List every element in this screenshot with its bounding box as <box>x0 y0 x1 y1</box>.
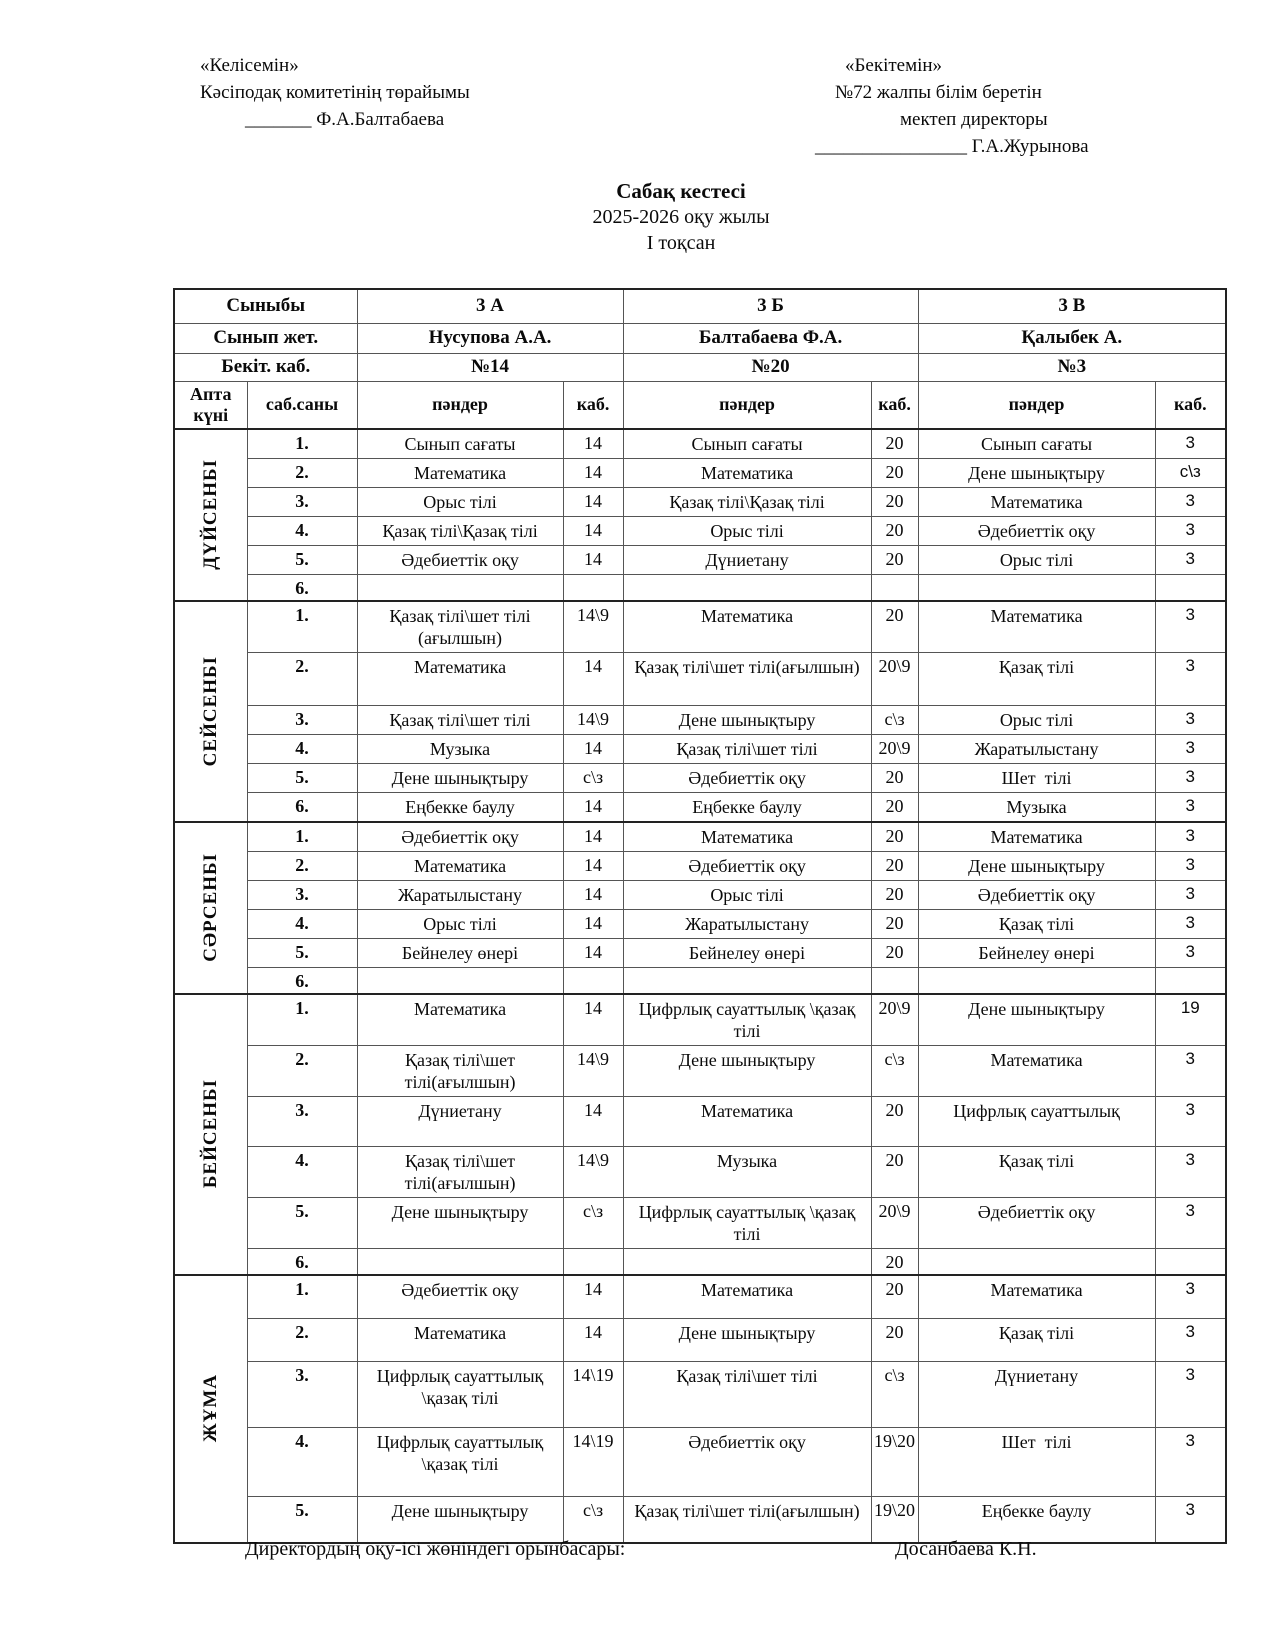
agreement-role: Кәсіподақ комитетінің төрайымы <box>200 82 470 103</box>
lesson-row <box>174 1362 1226 1428</box>
class-3v-value: 3 В <box>918 289 1226 323</box>
room-cell: 14 <box>563 545 623 574</box>
lesson-number: 5. <box>247 1197 357 1248</box>
lesson-row <box>174 938 1226 967</box>
room-cell: 20 <box>871 851 918 880</box>
room-cell: 3 <box>1155 1428 1226 1497</box>
class-3b-value: Балтабаева Ф.А. <box>623 323 918 353</box>
subject-cell: Музыка <box>623 1146 871 1197</box>
lesson-number: 1. <box>247 601 357 653</box>
room-cell: 14\19 <box>563 1428 623 1497</box>
subject-cell: Дене шынықтыру <box>623 705 871 734</box>
subject-cell: Жаратылыстану <box>623 909 871 938</box>
subject-cell: Дүниетану <box>357 1096 563 1146</box>
room-cell: 20 <box>871 429 918 459</box>
subject-cell: Бейнелеу өнері <box>918 938 1155 967</box>
lesson-row <box>174 1275 1226 1319</box>
agreement-block <box>200 52 470 133</box>
lesson-row <box>174 516 1226 545</box>
agreement-name: Ф.А.Балтабаева <box>316 109 445 130</box>
class-3b-value: 3 Б <box>623 289 918 323</box>
room-cell: 3 <box>1155 1045 1226 1096</box>
lesson-row <box>174 705 1226 734</box>
lesson-row <box>174 851 1226 880</box>
column-header-row <box>174 381 1226 429</box>
subject-cell: Цифрлық сауаттылық <box>918 1096 1155 1146</box>
subject-cell <box>623 967 871 994</box>
subject-cell: Жаратылыстану <box>918 734 1155 763</box>
room-cell: 3 <box>1155 1197 1226 1248</box>
room-cell: 20 <box>871 1248 918 1275</box>
subject-cell: Дене шынықтыру <box>623 1045 871 1096</box>
room-cell: 20 <box>871 516 918 545</box>
room-cell: 3 <box>1155 705 1226 734</box>
lesson-number: 3. <box>247 1096 357 1146</box>
school-year: 2025-2026 оқу жылы <box>592 206 770 228</box>
class-info-row <box>174 289 1226 323</box>
subject-cell: Бейнелеу өнері <box>357 938 563 967</box>
room-column-header: каб. <box>563 381 623 429</box>
lesson-number: 4. <box>247 734 357 763</box>
lesson-number: 6. <box>247 1248 357 1275</box>
room-cell: 20 <box>871 1096 918 1146</box>
approval-signature <box>815 133 1089 160</box>
subject-cell: Қазақ тілі\шет тілі <box>623 734 871 763</box>
room-cell: 14\9 <box>563 1146 623 1197</box>
room-cell: 3 <box>1155 652 1226 705</box>
day-name: СЕЙСЕНБІ <box>199 655 221 767</box>
subject-cell: Шет тілі <box>918 1428 1155 1497</box>
subject-cell: Сынып сағаты <box>918 429 1155 459</box>
room-cell <box>1155 967 1226 994</box>
room-cell: 19\20 <box>871 1497 918 1543</box>
agreement-signature <box>200 106 470 133</box>
subject-cell: Әдебиеттік оқу <box>918 516 1155 545</box>
signature-line: ________________ <box>815 136 967 157</box>
lesson-number: 5. <box>247 938 357 967</box>
lesson-number: 1. <box>247 994 357 1046</box>
approval-block <box>815 52 1089 160</box>
subject-cell: Математика <box>357 1319 563 1362</box>
room-cell: 20\9 <box>871 1197 918 1248</box>
room-cell: 3 <box>1155 601 1226 653</box>
agreement-title: «Келісемін» <box>200 55 299 76</box>
lesson-row <box>174 1248 1226 1275</box>
room-cell: 14\9 <box>563 1045 623 1096</box>
subject-cell: Дене шынықтыру <box>357 1497 563 1543</box>
lesson-row <box>174 734 1226 763</box>
subject-cell: Әдебиеттік оқу <box>623 1428 871 1497</box>
subject-cell: Әдебиеттік оқу <box>918 1197 1155 1248</box>
class-3a-value: Нусупова А.А. <box>357 323 623 353</box>
day-column-header: Апта күні <box>174 381 247 429</box>
room-cell <box>1155 1248 1226 1275</box>
subject-cell: Музыка <box>918 792 1155 822</box>
title-block <box>155 178 1207 256</box>
subject-cell: Қазақ тілі <box>918 1319 1155 1362</box>
subject-cell: Қазақ тілі\шет тілі(ағылшын) <box>623 652 871 705</box>
lesson-row <box>174 545 1226 574</box>
lesson-row <box>174 1096 1226 1146</box>
lesson-number-column-header: саб.саны <box>247 381 357 429</box>
subject-cell: Еңбекке баулу <box>918 1497 1155 1543</box>
subject-cell: Дене шынықтыру <box>623 1319 871 1362</box>
room-cell: 3 <box>1155 1319 1226 1362</box>
subject-cell: Математика <box>623 822 871 852</box>
class-3v-value: №3 <box>918 353 1226 381</box>
room-cell: 3 <box>1155 1146 1226 1197</box>
subject-cell: Қазақ тілі\шет тілі <box>357 705 563 734</box>
lesson-number: 4. <box>247 1428 357 1497</box>
room-cell: 3 <box>1155 763 1226 792</box>
lesson-number: 2. <box>247 1319 357 1362</box>
room-cell: 3 <box>1155 938 1226 967</box>
class-3v-value: Қалыбек А. <box>918 323 1226 353</box>
subject-cell: Математика <box>918 1275 1155 1319</box>
lesson-number: 2. <box>247 458 357 487</box>
subject-cell: Орыс тілі <box>357 487 563 516</box>
lesson-number: 6. <box>247 792 357 822</box>
subject-column-header: пәндер <box>918 381 1155 429</box>
room-cell: 14 <box>563 734 623 763</box>
lesson-row <box>174 1045 1226 1096</box>
day-name-cell <box>174 601 247 822</box>
room-cell: 20\9 <box>871 652 918 705</box>
subject-cell: Математика <box>918 1045 1155 1096</box>
subject-cell: Орыс тілі <box>623 880 871 909</box>
term: І тоқсан <box>646 232 716 254</box>
subject-cell <box>918 1248 1155 1275</box>
subject-cell: Қазақ тілі\шет тілі(ағылшын) <box>357 1146 563 1197</box>
room-cell: с\з <box>871 705 918 734</box>
subject-cell: Музыка <box>357 734 563 763</box>
subject-cell: Қазақ тілі <box>918 909 1155 938</box>
lesson-number: 5. <box>247 545 357 574</box>
subject-cell: Дене шынықтыру <box>357 763 563 792</box>
room-cell <box>1155 574 1226 601</box>
approval-name: Г.А.Журынова <box>971 136 1089 157</box>
subject-cell: Дүниетану <box>623 545 871 574</box>
approval-title: «Бекітемін» <box>845 55 943 76</box>
room-cell: 3 <box>1155 851 1226 880</box>
subject-cell: Дүниетану <box>918 1362 1155 1428</box>
room-cell: 14 <box>563 938 623 967</box>
class-3a-value: 3 А <box>357 289 623 323</box>
subject-cell: Қазақ тілі\шет тілі(ағылшын) <box>623 1497 871 1543</box>
subject-cell: Математика <box>623 1275 871 1319</box>
subject-cell <box>357 1248 563 1275</box>
subject-cell <box>357 967 563 994</box>
lesson-row <box>174 652 1226 705</box>
room-cell: с\з <box>563 1197 623 1248</box>
lesson-row <box>174 822 1226 852</box>
subject-column-header: пәндер <box>623 381 871 429</box>
room-column-header: каб. <box>1155 381 1226 429</box>
subject-cell: Математика <box>623 1096 871 1146</box>
subject-cell <box>623 574 871 601</box>
room-cell: 14 <box>563 1275 623 1319</box>
lesson-number: 5. <box>247 1497 357 1543</box>
room-column-header: каб. <box>871 381 918 429</box>
room-cell: 3 <box>1155 545 1226 574</box>
subject-cell: Орыс тілі <box>918 705 1155 734</box>
subject-cell: Цифрлық сауаттылық \қазақ тілі <box>357 1428 563 1497</box>
room-cell <box>563 967 623 994</box>
room-cell: 14 <box>563 429 623 459</box>
lesson-number: 4. <box>247 1146 357 1197</box>
document-title: Сабақ кестесі <box>616 179 746 203</box>
subject-cell: Математика <box>918 822 1155 852</box>
lesson-row <box>174 880 1226 909</box>
subject-cell: Қазақ тілі\Қазақ тілі <box>623 487 871 516</box>
lesson-number: 1. <box>247 429 357 459</box>
room-cell: 14\19 <box>563 1362 623 1428</box>
lesson-number: 1. <box>247 1275 357 1319</box>
room-cell: 14 <box>563 994 623 1046</box>
subject-cell: Дене шынықтыру <box>918 994 1155 1046</box>
lesson-number: 5. <box>247 763 357 792</box>
subject-cell <box>918 574 1155 601</box>
lesson-number: 2. <box>247 652 357 705</box>
subject-cell: Математика <box>357 994 563 1046</box>
subject-cell: Қазақ тілі\шет тілі(ағылшын) <box>357 1045 563 1096</box>
subject-cell: Қазақ тілі\шет тілі <box>623 1362 871 1428</box>
subject-cell: Әдебиеттік оқу <box>918 880 1155 909</box>
info-row-label: Бекіт. каб. <box>174 353 357 381</box>
lesson-number: 6. <box>247 967 357 994</box>
subject-cell: Сынып сағаты <box>357 429 563 459</box>
lesson-row <box>174 1197 1226 1248</box>
day-name: ДҮЙСЕНБІ <box>199 459 221 570</box>
lesson-row <box>174 487 1226 516</box>
day-name-cell <box>174 822 247 994</box>
room-cell: 20 <box>871 822 918 852</box>
subject-cell: Орыс тілі <box>623 516 871 545</box>
room-cell: 3 <box>1155 822 1226 852</box>
room-cell: 14 <box>563 851 623 880</box>
room-cell: 19\20 <box>871 1428 918 1497</box>
lesson-number: 3. <box>247 880 357 909</box>
class-3b-value: №20 <box>623 353 918 381</box>
room-cell: 20 <box>871 1319 918 1362</box>
lesson-number: 3. <box>247 1362 357 1428</box>
room-cell: 14 <box>563 487 623 516</box>
room-cell: 3 <box>1155 1275 1226 1319</box>
lesson-number: 1. <box>247 822 357 852</box>
room-cell: 3 <box>1155 516 1226 545</box>
room-cell: 14 <box>563 909 623 938</box>
room-cell: 14\9 <box>563 705 623 734</box>
subject-cell: Әдебиеттік оқу <box>623 763 871 792</box>
subject-cell: Қазақ тілі <box>918 1146 1155 1197</box>
subject-cell: Қазақ тілі <box>918 652 1155 705</box>
subject-cell: Дене шынықтыру <box>357 1197 563 1248</box>
subject-cell: Бейнелеу өнері <box>623 938 871 967</box>
lesson-number: 4. <box>247 909 357 938</box>
lesson-row <box>174 1146 1226 1197</box>
subject-cell: Қазақ тілі\Қазақ тілі <box>357 516 563 545</box>
day-name-cell <box>174 994 247 1275</box>
room-cell: 14 <box>563 652 623 705</box>
room-cell: 3 <box>1155 487 1226 516</box>
subject-cell: Әдебиеттік оқу <box>357 545 563 574</box>
subject-cell <box>623 1248 871 1275</box>
lesson-row <box>174 967 1226 994</box>
info-row-label: Сыныбы <box>174 289 357 323</box>
room-cell: 20 <box>871 763 918 792</box>
room-cell: 14 <box>563 822 623 852</box>
subject-cell: Математика <box>918 487 1155 516</box>
day-name-cell <box>174 429 247 601</box>
subject-cell <box>918 967 1155 994</box>
room-cell: 3 <box>1155 1362 1226 1428</box>
room-cell <box>871 967 918 994</box>
subject-cell: Математика <box>623 601 871 653</box>
subject-column-header: пәндер <box>357 381 563 429</box>
room-cell: 3 <box>1155 792 1226 822</box>
lesson-number: 2. <box>247 1045 357 1096</box>
class-info-row <box>174 353 1226 381</box>
room-cell: 20\9 <box>871 734 918 763</box>
lesson-row <box>174 994 1226 1046</box>
room-cell <box>871 574 918 601</box>
subject-cell: Цифрлық сауаттылық \қазақ тілі <box>623 1197 871 1248</box>
lesson-number: 2. <box>247 851 357 880</box>
approval-org: №72 жалпы білім беретін <box>835 82 1042 103</box>
subject-cell: Жаратылыстану <box>357 880 563 909</box>
subject-cell: Еңбекке баулу <box>357 792 563 822</box>
subject-cell: Орыс тілі <box>357 909 563 938</box>
room-cell: 20\9 <box>871 994 918 1046</box>
room-cell: с\з <box>563 763 623 792</box>
room-cell: 20 <box>871 1146 918 1197</box>
room-cell: 14 <box>563 792 623 822</box>
subject-cell: Шет тілі <box>918 763 1155 792</box>
subject-cell: Цифрлық сауаттылық \қазақ тілі <box>357 1362 563 1428</box>
subject-cell: Қазақ тілі\шет тілі (ағылшын) <box>357 601 563 653</box>
room-cell: 20 <box>871 458 918 487</box>
room-cell: с\з <box>871 1045 918 1096</box>
subject-cell: Математика <box>357 652 563 705</box>
room-cell: 20 <box>871 1275 918 1319</box>
lesson-row <box>174 574 1226 601</box>
subject-cell: Дене шынықтыру <box>918 851 1155 880</box>
room-cell: 20 <box>871 909 918 938</box>
room-cell: 3 <box>1155 734 1226 763</box>
lesson-number: 3. <box>247 705 357 734</box>
subject-cell: Математика <box>623 458 871 487</box>
lesson-row <box>174 792 1226 822</box>
room-cell: 14 <box>563 1319 623 1362</box>
subject-cell: Математика <box>357 851 563 880</box>
subject-cell: Математика <box>357 458 563 487</box>
deputy-label: Директордың оқу-ісі жөніндегі орынбасары: <box>245 1538 626 1560</box>
info-row-label: Сынып жет. <box>174 323 357 353</box>
room-cell: 14\9 <box>563 601 623 653</box>
lesson-row <box>174 763 1226 792</box>
room-cell: с\з <box>1155 458 1226 487</box>
lesson-row <box>174 1497 1226 1543</box>
lesson-number: 6. <box>247 574 357 601</box>
class-info-row <box>174 323 1226 353</box>
class-3a-value: №14 <box>357 353 623 381</box>
lesson-row <box>174 909 1226 938</box>
room-cell: 19 <box>1155 994 1226 1046</box>
lesson-number: 3. <box>247 487 357 516</box>
room-cell: 14 <box>563 458 623 487</box>
room-cell: 20 <box>871 545 918 574</box>
room-cell <box>563 1248 623 1275</box>
room-cell: 20 <box>871 938 918 967</box>
deputy-name: Досанбаева К.Н. <box>895 1538 1037 1560</box>
lesson-row <box>174 1319 1226 1362</box>
room-cell: 3 <box>1155 1497 1226 1543</box>
subject-cell <box>357 574 563 601</box>
room-cell: 3 <box>1155 880 1226 909</box>
room-cell: 3 <box>1155 909 1226 938</box>
room-cell: 14 <box>563 516 623 545</box>
room-cell: 20 <box>871 601 918 653</box>
subject-cell: Әдебиеттік оқу <box>357 1275 563 1319</box>
subject-cell: Математика <box>918 601 1155 653</box>
room-cell: 20 <box>871 880 918 909</box>
room-cell: 14 <box>563 1096 623 1146</box>
subject-cell: Әдебиеттік оқу <box>623 851 871 880</box>
subject-cell: Дене шынықтыру <box>918 458 1155 487</box>
day-name: ЖҰМА <box>199 1374 221 1443</box>
subject-cell: Әдебиеттік оқу <box>357 822 563 852</box>
day-name: БЕЙСЕНБІ <box>199 1079 221 1189</box>
subject-cell: Сынып сағаты <box>623 429 871 459</box>
room-cell <box>563 574 623 601</box>
signature-line: _______ <box>245 109 312 130</box>
schedule-table <box>173 288 1227 1544</box>
room-cell: 20 <box>871 792 918 822</box>
lesson-row <box>174 458 1226 487</box>
lesson-row <box>174 1428 1226 1497</box>
lesson-row <box>174 601 1226 653</box>
room-cell: с\з <box>563 1497 623 1543</box>
lesson-row <box>174 429 1226 459</box>
room-cell: 3 <box>1155 1096 1226 1146</box>
lesson-number: 4. <box>247 516 357 545</box>
room-cell: 20 <box>871 487 918 516</box>
room-cell: 3 <box>1155 429 1226 459</box>
subject-cell: Еңбекке баулу <box>623 792 871 822</box>
subject-cell: Цифрлық сауаттылық \қазақ тілі <box>623 994 871 1046</box>
day-name-cell <box>174 1275 247 1543</box>
room-cell: с\з <box>871 1362 918 1428</box>
day-name: СӘРСЕНБІ <box>199 853 221 962</box>
subject-cell: Орыс тілі <box>918 545 1155 574</box>
room-cell: 14 <box>563 880 623 909</box>
approval-role: мектеп директоры <box>900 109 1048 130</box>
